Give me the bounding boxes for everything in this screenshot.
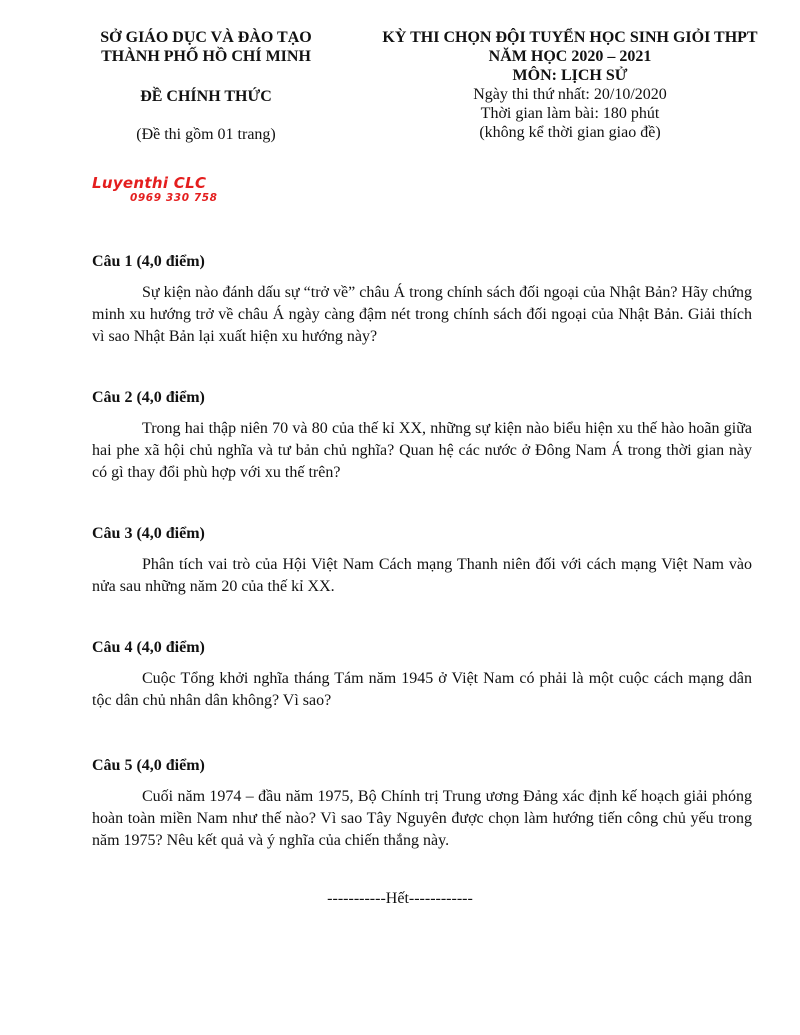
issuing-authority bbox=[70, 28, 342, 66]
question-body: Trong hai thập niên 70 và 80 của thế kỉ XX, những sự kiện nào biểu hiện xu thế hào hoãn giữa hai phe xã hội chủ nghĩa và tư bản chủ nghĩa? Quan hệ các nước ở Đông Nam Á trong thời gian này có gì thay đổi phù hợp với xu thế trên? bbox=[92, 420, 752, 481]
question-title: Câu 1 (4,0 điểm) bbox=[92, 253, 205, 270]
question-body: Cuộc Tổng khởi nghĩa tháng Tám năm 1945 ở Việt Nam có phải là một cuộc cách mạng dân tộc dân chủ nhân dân không? Vì sao? bbox=[92, 670, 752, 709]
question-body: Phân tích vai trò của Hội Việt Nam Cách mạng Thanh niên đối với cách mạng Việt Nam vào nửa sau những năm 20 của thế kỉ XX. bbox=[92, 556, 752, 595]
subject: MÔN: LỊCH SỬ bbox=[512, 67, 628, 84]
city-name: THÀNH PHỐ HỒ CHÍ MINH bbox=[101, 48, 311, 65]
logo-phone: 0969 330 758 bbox=[130, 192, 218, 204]
duration-note: (không kể thời gian giao đề) bbox=[479, 124, 661, 141]
logo-name: Luyenthi CLC bbox=[92, 174, 207, 192]
school-year: NĂM HỌC 2020 – 2021 bbox=[488, 48, 652, 65]
question-body: Sự kiện nào đánh dấu sự “trở về” châu Á trong chính sách đối ngoại của Nhật Bản? Hãy chứng minh xu hướng trở về châu Á ngày càng đậm nét trong chính sách đối ngoại của Nhật Bản. Giải thích vì sao Nhật Bản lại xuất hiện xu hướng này? bbox=[92, 284, 752, 345]
exam-info bbox=[355, 28, 785, 142]
end-marker: -----------Hết------------ bbox=[327, 890, 473, 907]
question-body: Cuối năm 1974 – đầu năm 1975, Bộ Chính trị Trung ương Đảng xác định kế hoạch giải phóng hoàn toàn miền Nam như thế nào? Vì sao Tây Nguyên được chọn làm hướng tiến công chủ yếu trong năm 1975? Nêu kết quả và ý nghĩa của chiến thắng này. bbox=[92, 788, 752, 849]
question-3 bbox=[92, 524, 752, 598]
question-title: Câu 5 (4,0 điểm) bbox=[92, 757, 205, 774]
question-title: Câu 2 (4,0 điểm) bbox=[92, 389, 205, 406]
question-5 bbox=[92, 756, 752, 852]
page-count-note: (Đề thi gồm 01 trang) bbox=[136, 126, 276, 143]
question-title: Câu 4 (4,0 điểm) bbox=[92, 639, 205, 656]
department-name: SỞ GIÁO DỤC VÀ ĐÀO TẠO bbox=[100, 29, 312, 46]
watermark-logo bbox=[92, 174, 262, 212]
exam-duration: Thời gian làm bài: 180 phút bbox=[480, 105, 660, 122]
question-2 bbox=[92, 388, 752, 484]
official-exam-label: ĐỀ CHÍNH THỨC bbox=[140, 88, 272, 105]
exam-title: KỲ THI CHỌN ĐỘI TUYỂN HỌC SINH GIỎI THPT bbox=[382, 29, 758, 46]
question-1 bbox=[92, 252, 752, 348]
exam-date: Ngày thi thứ nhất: 20/10/2020 bbox=[473, 86, 667, 103]
question-title: Câu 3 (4,0 điểm) bbox=[92, 525, 205, 542]
question-4 bbox=[92, 638, 752, 712]
